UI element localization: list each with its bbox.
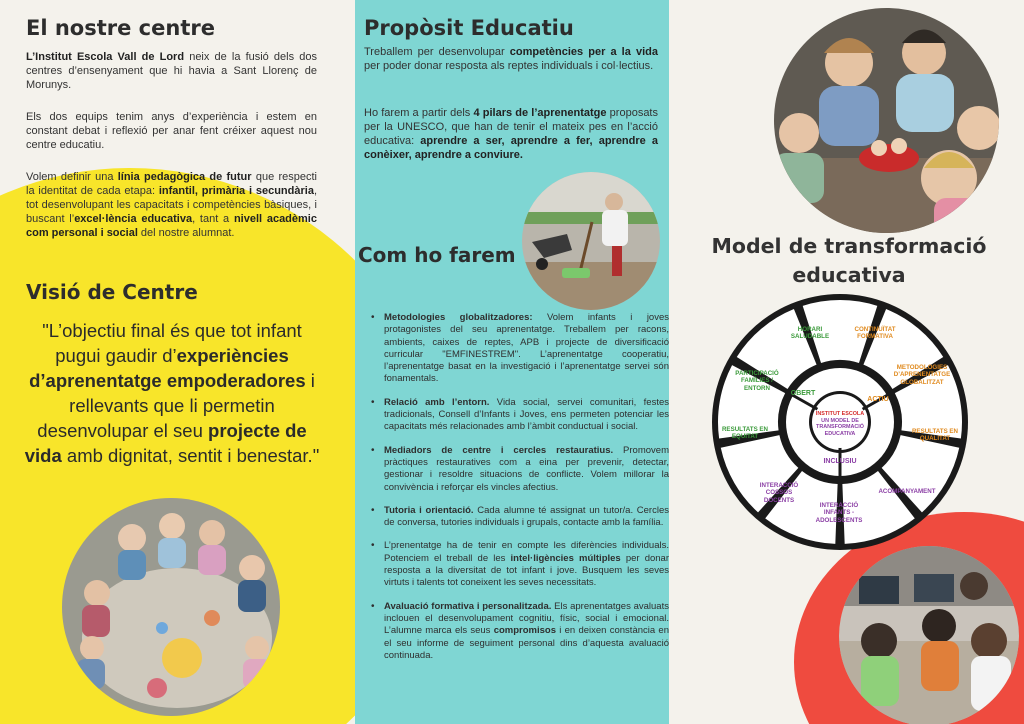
item-heading: Mediadors de centre i cercles restauratius. [384,444,614,456]
intro-text: neix de la fusió dels dos centres d’ensenyament que hi havia a Sant Llorenç de Morunys. [26,51,317,91]
inner-label-open: OBERT [790,390,816,397]
item-text-pre: L’prenentatge ha de tenir en compte les diferències individuals. Potenciem el treball de les [384,540,669,564]
list-item-environment [371,397,669,434]
vision-quote [22,318,322,468]
left-panel [0,0,355,724]
item-heading: Avaluació formativa i personalitzada. [384,600,552,612]
m-p1-text-1: Treballem per desenvolupar [364,46,510,58]
teams-paragraph: Els dos equips tenim anys d’experiència i estem en constant debat i reflexió per anar fent créixer aquest nou centre educatiu. [26,111,317,151]
quote-text-3: amb dignitat, sentit i benestar." [61,445,320,466]
item-text-2: i en deixen constància en el seu informe de seguiment personal dins d’aquesta avaluació continuada. [384,625,669,661]
center-line-2: UN MODEL DE [821,417,859,424]
quote-text-1: "L’objectiu final és que tot infant pugui gaudir d’ [42,320,302,366]
p3-bold-1: línia pedagògica de futur [117,171,252,183]
purpose-title: Propòsit Educatiu [364,16,574,40]
item-heading: Metodologies globalitzadores: [384,312,533,323]
methods-list [371,312,669,673]
m-p1-bold-1: competències per a la vida [509,46,658,58]
list-item-assessment [371,601,669,662]
item-text: Cada alumne té assignat un tutor/a. Cercles de conversa, tutories individuals i grupals, contacte amb la família. [384,504,669,529]
list-item-mediators [371,445,669,494]
item-text: Els aprenentatges avaluats inclouen el desenvolupament cognitiu, físic, social i emocional. L’alumne marca els seus [384,600,669,637]
garden-circle-photo [522,172,660,310]
quote-bold-2: projecte de vida [24,420,307,466]
purpose-paragraph-1 [364,45,658,73]
item-heading: Tutoria i orientació. [384,504,474,516]
outer-label-children-interaction: INTERACCIÓ INFANTS - ADOLESCENTS [815,502,863,524]
school-name: L’Institut Escola Vall de Lord [26,51,185,63]
children-circle-photo [62,498,280,716]
classroom-circle-photo [839,546,1019,724]
item-text: per donar resposta a la diversitat de tot infant i jove. Busquem les seves virtuts i talents tot coneixent les seves necessitats. [384,552,669,589]
wheel-center-label [814,411,866,437]
inner-label-inclusive: INCLUSIU [823,458,857,465]
bullet-icon: • [371,600,375,612]
p3-bold-4: nivell acadèmic com personal i social [26,213,317,239]
middle-panel [355,0,669,724]
list-item-multiple-intelligences [371,540,669,589]
list-item-tutoring [371,505,669,530]
outer-label-global-methodologies: METODOLOGIES D’APRENENTATGE GLOBALITZAT [893,364,951,386]
item-bold-2: compromisos [493,625,556,637]
item-heading: intel·ligències múltiples [510,552,621,564]
m-p2-text-2: proposats per la UNESCO, que han de tenir el mateix pes en l’acció educativa: [364,107,658,147]
transformation-wheel [707,292,973,552]
p3-bold-2: infantil, primària i secundària [158,185,314,197]
p3-text-3: , tot desenvolupant les capacitats i competències bàsiques, i buscant l’ [26,185,318,225]
vision-title: Visió de Centre [26,280,198,304]
bullet-icon: • [371,540,375,552]
outer-label-family-participation: PARTICIPACIÓ FAMÍLIES / ENTORN [735,370,779,392]
p3-text-1: Volem definir una [26,171,118,183]
outer-label-healthy-schedule: HORARI SALUDABLE [790,326,830,341]
model-title: Model de transformació educativa [711,234,987,287]
right-panel [669,0,1024,724]
outer-label-training-continuity: CONTINUÏTAT FORMATIVA [854,326,896,341]
m-p2-bold-1: 4 pilars de l’aprenentatge [473,107,607,119]
m-p1-text-2: per poder donar resposta als reptes individuals i col·lectius. [364,60,654,72]
center-line-1: INSTITUT ESCOLA [815,411,865,417]
item-text: Promovem pràctiques restauratives com a eina per prevenir, detectar, gestionar i resoldre situacions de conflicte. Volem millorar la convivència i reforçar els vincles afectius. [384,444,669,493]
p3-text-5: del nostre alumnat. [137,227,235,239]
bullet-icon: • [371,396,375,408]
list-item-methodologies [371,312,669,386]
item-text: Volem infants i joves protagonistes del seu aprenentatge. Treballem per racons, ambients, caixes de reptes, APB i projecte de diversificació curricular "EMFINESTREM". L’aprenentatge cooperatiu, l’aprenentatge basat en la investigació i l’aprenentatge servei són fonamentals. [384,312,669,385]
hands-circle-photo [774,8,999,233]
center-line-3: TRANSFORMACIÓ [816,424,864,431]
inner-label-active: ACTIU [867,396,889,403]
item-text: Vida social, servei comunitari, festes tradicionals, Consell d’Infants i Joves, ens permeten potenciar les capacitats més relacionades amb l’àmbit conductual i social. [384,396,669,433]
bullet-icon: • [371,312,375,323]
item-heading: Relació amb l’entorn. [384,396,490,408]
outer-label-equity-results: RESULTATS EN EQUITAT [721,426,769,441]
m-p2-text-1: Ho farem a partir dels [364,107,474,119]
purpose-paragraph-2 [364,106,658,162]
quote-bold-1: experiències d’aprenentatge empoderadores [29,345,306,391]
outer-label-accompaniment: ACOMPANYAMENT [878,488,936,495]
our-centre-title: El nostre centre [26,16,215,40]
quote-text-2: i rellevants que li permetin desenvolupar el seu [37,370,315,441]
m-p2-bold-2: aprendre a ser, aprendre a fer, aprendre a conèixer, aprendre a conviure. [364,135,658,161]
p3-text-2: que respecti la identitat de cada etapa: [26,171,317,197]
center-line-4: EDUCATIVA [824,430,856,437]
pedagogy-paragraph [26,170,317,240]
bullet-icon: • [371,444,375,456]
p3-bold-3: excel·lència educativa [74,213,193,225]
outer-label-teacher-interaction: INTERACCIÓ COSSOS DOCENTS [759,482,799,504]
intro-paragraph [26,50,317,92]
bullet-icon: • [371,504,375,516]
p3-text-4: , tant a [192,213,234,225]
outer-label-quality-results: RESULTATS EN QUALITAT [911,428,959,443]
how-title: Com ho farem [358,243,516,267]
